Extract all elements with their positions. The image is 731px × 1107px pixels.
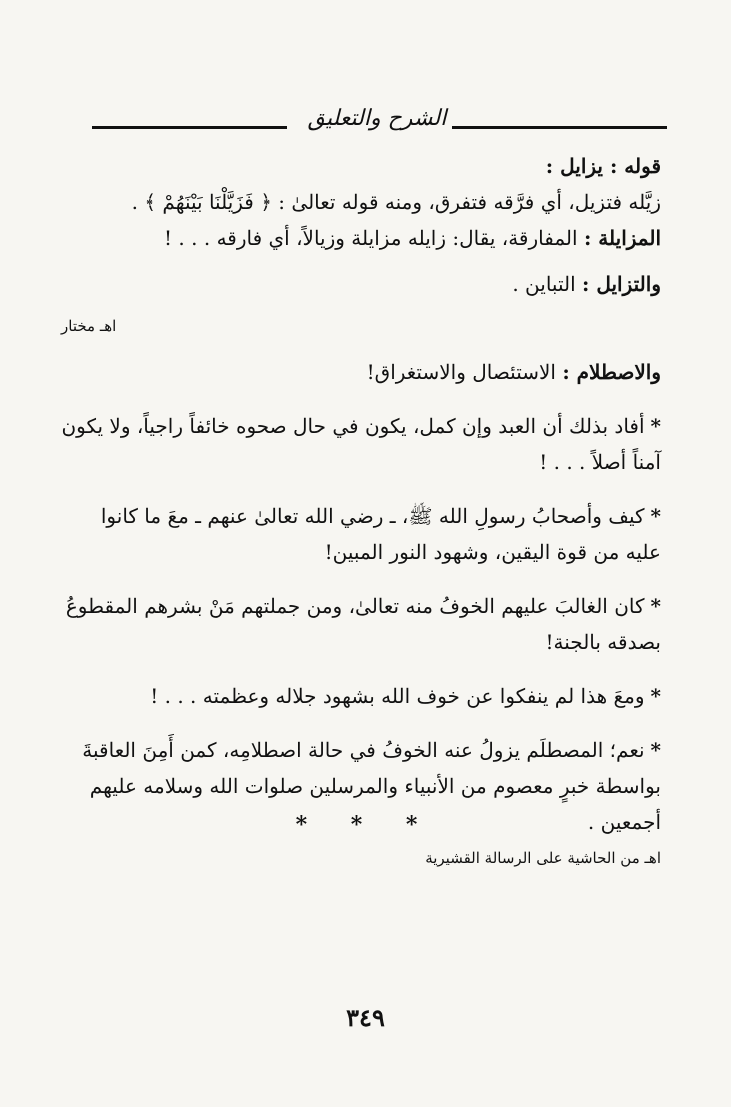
bullet-paragraph (61, 498, 661, 570)
bullet-text: أفاد بذلك أن العبد وإن كمل، يكون في حال صحوه خائفاً راجياً، ولا يكون آمناً أصلاً . . . ! (61, 414, 661, 474)
asterisk-bullet-icon: * (650, 414, 661, 438)
entry-heading (61, 148, 661, 184)
entry-term: والتزايل : (582, 272, 661, 296)
running-header (92, 104, 667, 144)
entry-definition: التباين . (512, 272, 582, 296)
bullet-paragraph (61, 588, 661, 660)
asterisk-bullet-icon: * (650, 738, 661, 762)
entry-text (61, 266, 661, 302)
entry-text (61, 184, 661, 220)
page-body (61, 148, 661, 876)
header-rule-right (452, 126, 667, 129)
bullet-text: ومعَ هذا لم ينفكوا عن خوف الله بشهود جلاله وعظمته . . . ! (150, 684, 645, 708)
entry-text (61, 220, 661, 256)
bullet-text: نعم؛ المصطلَم يزولُ عنه الخوفُ في حالة اصطلامِه، كمن أَمِنَ العاقبةَ بواسطة خبرٍ معصوم من الأنبياء والمرسلين صلوات الله وسلامه عليهم أجمعين . (82, 738, 661, 834)
page-number: ٣٤٩ (346, 1003, 385, 1032)
bullet-text: كان الغالبَ عليهم الخوفُ منه تعالىٰ، ومن جملتهم مَنْ بشرهم المقطوعُ بصدقه بالجنة! (65, 594, 661, 654)
header-rule-left (92, 126, 287, 129)
entry-definition: المفارقة، يقال: زايله مزايلة وزيالاً، أي فارقه . . . ! (164, 226, 584, 250)
asterisk-bullet-icon: * (650, 684, 661, 708)
entry-text (61, 354, 661, 390)
entry-term: قوله : يزايل : (545, 154, 661, 178)
entry-definition: الاستئصال والاستغراق! (366, 360, 563, 384)
bullet-paragraph (61, 408, 661, 480)
asterisk-bullet-icon: * (650, 504, 661, 528)
bullet-text: كيف وأصحابُ رسولِ الله ﷺ، ـ رضي الله تعالىٰ عنهم ـ معَ ما كانوا عليه من قوة اليقين، وشهود النور المبين! (100, 504, 661, 564)
entry-term: المزايلة : (583, 226, 661, 250)
entry-definition: زيَّله فتزيل، أي فرَّقه فتفرق، ومنه قوله تعالىٰ : ﴿ فَزَيَّلْنَا بَيْنَهُمْ ﴾ . (131, 190, 661, 214)
bullet-paragraph (61, 678, 661, 714)
source-citation: اهـ مختار (61, 317, 117, 335)
header-title: الشرح والتعليق (307, 106, 447, 131)
asterisk-bullet-icon: * (650, 594, 661, 618)
entry-term: والاصطلام : (562, 360, 661, 384)
source-citation: اهـ من الحاشية على الرسالة القشيرية (425, 849, 661, 867)
section-divider: * * * (295, 812, 436, 838)
